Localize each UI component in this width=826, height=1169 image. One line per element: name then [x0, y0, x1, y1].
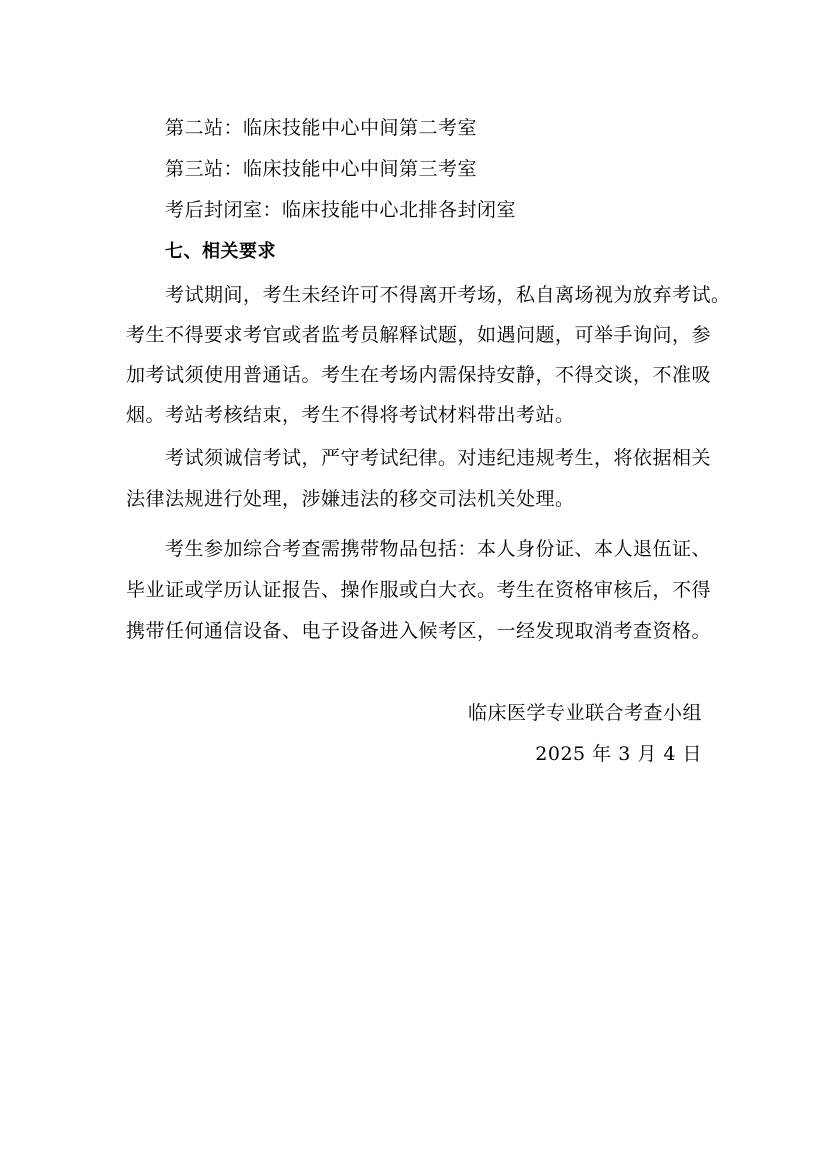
paragraph-1-line-2: 考生不得要求考官或者监考员解释试题，如遇问题，可举手询问，参 — [126, 324, 712, 346]
station-3-line: 第三站：临床技能中心中间第三考室 — [165, 158, 478, 180]
paragraph-3-line-3: 携带任何通信设备、电子设备进入候考区，一经发现取消考查资格。 — [126, 620, 712, 642]
signature-organization: 临床医学专业联合考查小组 — [467, 702, 702, 724]
paragraph-3-line-1: 考生参加综合考查需携带物品包括：本人身份证、本人退伍证、 — [165, 538, 712, 560]
paragraph-3-line-2: 毕业证或学历认证报告、操作服或白大衣。考生在资格审核后，不得 — [126, 579, 712, 601]
paragraph-1-line-4: 烟。考站考核结束，考生不得将考试材料带出考站。 — [126, 404, 575, 426]
station-2-line: 第二站：临床技能中心中间第二考室 — [165, 117, 478, 139]
paragraph-1-line-3: 加考试须使用普通话。考生在考场内需保持安静，不得交谈，不准吸 — [126, 364, 712, 386]
signature-date: 2025 年 3 月 4 日 — [535, 743, 702, 765]
paragraph-1-line-1: 考试期间，考生未经许可不得离开考场，私自离场视为放弃考试。 — [165, 284, 731, 306]
paragraph-2-line-2: 法律法规进行处理，涉嫌违法的移交司法机关处理。 — [126, 488, 575, 510]
paragraph-2-line-1: 考试须诚信考试，严守考试纪律。对违纪违规考生，将依据相关 — [165, 447, 712, 469]
closed-room-line: 考后封闭室：临床技能中心北排各封闭室 — [165, 199, 517, 221]
section-heading: 七、相关要求 — [165, 241, 276, 262]
